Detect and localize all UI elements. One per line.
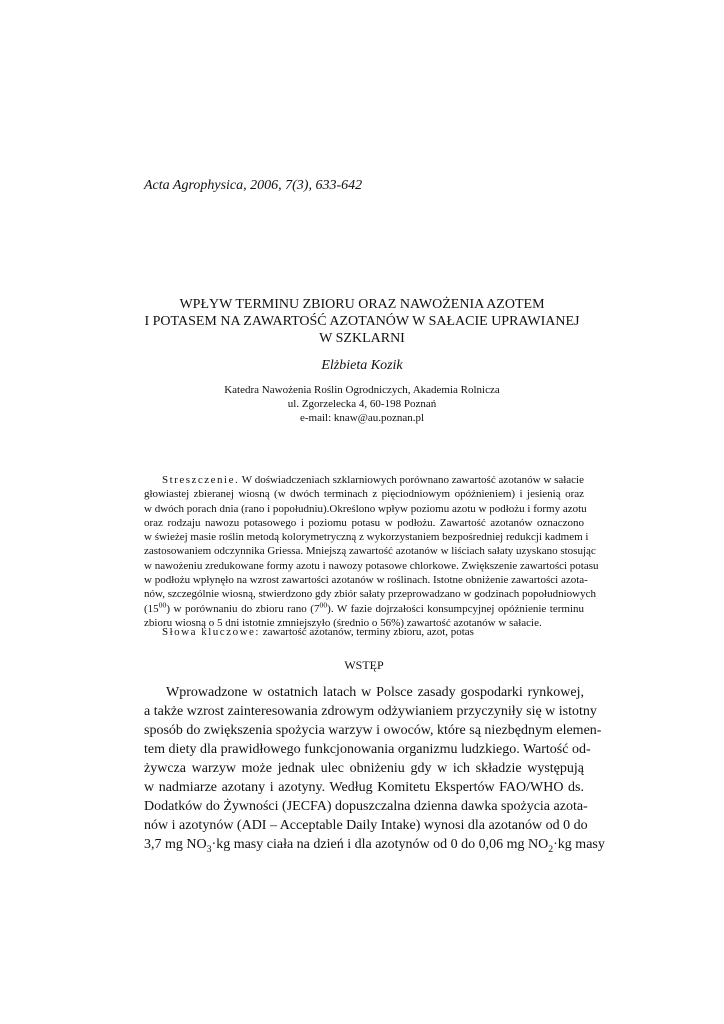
- abstract-line: w dwóch porach dnia (rano i popołudniu).Określono wpływ poziomu azotu w podłożu i formy azotu: [144, 502, 587, 515]
- abstract-line: zbioru wiosną o 5 dni istotnie zmniejszyło (średnio o 56%) zawartość azotanów w sałacie.: [144, 616, 542, 629]
- body-line: Dodatków do Żywności (JECFA) dopuszczalna dzienna dawka spożycia azota-: [144, 799, 588, 814]
- article-title: [144, 296, 580, 347]
- superscript: 00: [319, 600, 328, 610]
- journal-citation: Acta Agrophysica, 2006, 7(3), 633-642: [144, 178, 363, 193]
- body-line: żywcza warzyw może jednak ulec obniżeniu gdy w ich składzie występują: [144, 761, 584, 776]
- keywords-text: zawartość azotanów, terminy zbioru, azot, potas: [259, 626, 474, 638]
- email-address: e-mail: knaw@au.poznan.pl: [299, 412, 425, 424]
- body-line: tem diety dla prawidłowego funkcjonowania organizmu ludzkiego. Wartość od-: [144, 742, 591, 757]
- superscript: 00: [158, 600, 167, 610]
- body-line: w nadmiarze azotany i azotyny. Według Komitetu Ekspertów FAO/WHO ds.: [144, 780, 584, 795]
- subscript: 2: [548, 843, 554, 855]
- abstract-line: oraz rodzaju nawozu potasowego i poziomu potasu w podłożu. Zawartość azotanów oznaczono: [144, 516, 584, 529]
- subscript: 3: [206, 843, 212, 855]
- affiliation-line: Katedra Nawożenia Roślin Ogrodniczych, Akademia Rolnicza: [224, 384, 500, 396]
- title-line: W SZKLARNI: [319, 331, 405, 346]
- title-line: I POTASEM NA ZAWARTOŚĆ AZOTANÓW W SAŁACIE UPRAWIANEJ: [144, 314, 580, 329]
- body-line: [144, 835, 605, 855]
- body-line: Wprowadzone w ostatnich latach w Polsce zasady gospodarki rynkowej,: [166, 685, 584, 700]
- body-line: sposób do zwiększenia spożycia warzyw i owoców, które są niezbędnym elemen-: [144, 723, 602, 738]
- author-name: Elżbieta Kozik: [321, 358, 403, 373]
- body-text-fragment: ·kg masy: [553, 837, 605, 852]
- abstract-line: w świeżej masie roślin metodą kolorymetryczną z wykorzystaniem bezpośredniej redukcji kadmem i: [144, 531, 589, 544]
- abstract-line: [144, 602, 584, 616]
- affiliation-line: ul. Zgorzelecka 4, 60-198 Poznań: [287, 398, 437, 410]
- body-text-fragment: ·kg masy ciała na dzień i dla azotynów od 0 do 0,06 mg NO: [211, 837, 549, 852]
- abstract-text: ). W fazie dojrzałości konsumpcyjnej opóźnienie terminu: [327, 602, 584, 615]
- abstract: [144, 473, 599, 630]
- body-line: a także wzrost zainteresowania zdrowym odżywianiem przyczyniły się w istotny: [144, 704, 597, 719]
- affiliation: [144, 383, 580, 425]
- section-heading: WSTĘP: [344, 658, 384, 672]
- abstract-line: głowiastej zbieranej wiosną (w dwóch terminach z pięciodniowym opóźnieniem) i jesienią oraz: [144, 488, 584, 501]
- keywords: [162, 625, 474, 639]
- abstract-line: zastosowaniem odczynnika Griessa. Mniejszą zawartość azotanów w liściach sałaty uzyskano stosując: [144, 545, 596, 558]
- keywords-label: Słowa kluczowe:: [162, 626, 260, 638]
- abstract-line: nów, szczególnie wiosną, stwierdzono gdy zbiór sałaty przeprowadzano w godzinach popołudniowych: [144, 588, 596, 601]
- abstract-line: w nawożeniu zredukowane formy azotu i nawozy potasowe chlorkowe. Zwiększenie zawartości potasu: [144, 559, 599, 572]
- abstract-line: [144, 473, 584, 487]
- body-text: [144, 683, 605, 855]
- abstract-label: Streszczenie.: [162, 474, 240, 486]
- abstract-line: w podłożu wpłynęło na wzrost zawartości azotanów w roślinach. Istotne obniżenie zawartości azota-: [144, 574, 588, 587]
- body-line: nów i azotynów (ADI – Acceptable Daily Intake) wynosi dla azotanów od 0 do: [144, 818, 588, 833]
- title-line: WPŁYW TERMINU ZBIORU ORAZ NAWOŻENIA AZOTEM: [179, 297, 545, 312]
- abstract-text: ) w porównaniu do zbioru rano (7: [166, 602, 320, 615]
- abstract-text: W doświadczeniach szklarniowych porównano zawartość azotanów w sałacie: [239, 474, 584, 486]
- abstract-text: (15: [144, 602, 159, 615]
- body-text-fragment: 3,7 mg NO: [144, 837, 207, 852]
